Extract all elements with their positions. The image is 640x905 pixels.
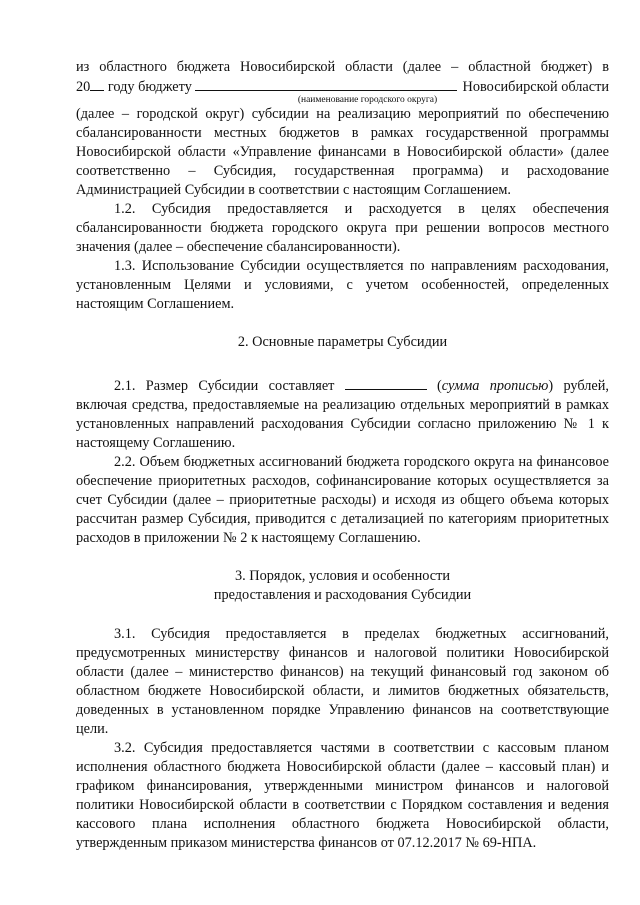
- paragraph-2-2: 2.2. Объем бюджетных ассигнований бюджета городского округа на финансовое обеспечение приоритетных расходов, софинансирование которых осуществляется за счет Субсидии (далее – приоритетные расходы) и исходя из общего объема которых рассчитан размер Субсидия, приводится с детализацией по категориям приоритетных расходов в приложении № 2 к настоящему Соглашению.: [76, 454, 609, 546]
- paragraph-3-1: 3.1. Субсидия предоставляется в пределах бюджетных ассигнований, предусмотренных министерству финансов и налоговой политики Новосибирской области (далее – министерство финансов) на текущий финансовый год законом об областном бюджете Новосибирской области, и лимитов бюджетных обязательств, доведенных в установленном порядке Управлению финансов на соответствующие цели.: [76, 626, 609, 737]
- amount-in-words-hint: сумма прописью: [441, 378, 549, 394]
- paragraph-1-2: 1.2. Субсидия предоставляется и расходуется в целях обеспечения сбалансированности бюджета городского округа при решении вопросов местного значения (далее – обеспечение сбалансированности).: [76, 201, 609, 255]
- blank-caption: (наименование городского округа): [297, 95, 438, 105]
- intro-line-2: [76, 77, 609, 97]
- paragraph-1-3: 1.3. Использование Субсидии осуществляется по направлениям расходования, установленным Целями и условиями, с учетом особенностей, определенных настоящим Соглашением.: [76, 258, 609, 312]
- year-blank: [90, 77, 104, 91]
- document-body: [76, 58, 609, 853]
- region-label: Новосибирской области: [458, 79, 609, 95]
- year-prefix: 20: [76, 79, 91, 95]
- amount-blank: [345, 376, 427, 390]
- budget-to-label: году бюджету: [104, 79, 196, 95]
- section-3-title-line-2: предоставления и расходования Субсидии: [213, 587, 472, 603]
- paragraph-3-2: 3.2. Субсидия предоставляется частями в соответствии с кассовым планом исполнения областного бюджета Новосибирской области (далее – кассовый план) и графиком финансирования, утвержденными министром финансов и налоговой политики Новосибирской области в соответствии с Порядком составления и ведения кассового плана исполнения областного бюджета Новосибирской области, утвержденным приказом министерства финансов от 07.12.2017 № 69-НПА.: [76, 740, 609, 851]
- p2-1-end: рублей, включая средства, предоставляемые на реализацию отдельных мероприятий в рамках установленных направлений расходования Субсидии согласно приложению № 1 к настоящему Соглашению.: [76, 378, 609, 451]
- section-3-title-line-1: 3. Порядок, условия и особенности: [234, 568, 451, 584]
- spacer: [76, 352, 609, 376]
- section-2-title: 2. Основные параметры Субсидии: [237, 334, 448, 350]
- spacer: [76, 314, 609, 333]
- spacer: [76, 605, 609, 625]
- paragraph-2-1: 2.1. Размер Субсидии составляет (сумма прописью) рублей, включая средства, предоставляемые на реализацию отдельных мероприятий в рамках установленных направлений расходования Субсидии согласно приложению № 1 к настоящему Соглашению.: [76, 378, 609, 451]
- city-district-blank: [195, 77, 457, 91]
- intro-continuation: (далее – городской округ) субсидии на реализацию мероприятий по обеспечению сбалансированности местных бюджетов в рамках государственной программы Новосибирской области «Управление финансами в Новосибирской области» (далее соответственно – Субсидия, государственная программа) и расходование Администрацией Субсидии в соответствии с настоящим Соглашением.: [76, 106, 609, 198]
- spacer: [76, 548, 609, 567]
- p2-1-start: 2.1. Размер Субсидии составляет: [114, 378, 345, 394]
- intro-line-1: из областного бюджета Новосибирской области (далее – областной бюджет) в: [76, 59, 609, 75]
